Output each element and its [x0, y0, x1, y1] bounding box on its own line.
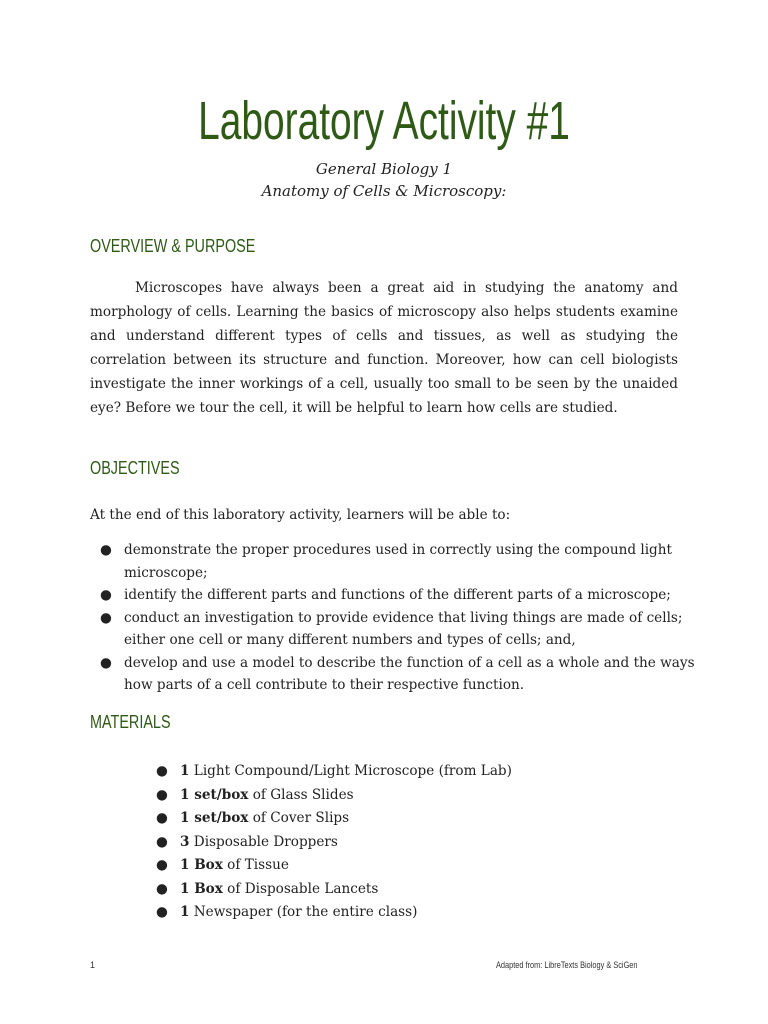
bullet-icon: ● [156, 857, 168, 873]
objectives-heading: OBJECTIVES [90, 458, 180, 478]
bullet-icon: ● [100, 609, 112, 626]
objective-text: demonstrate the proper procedures used in correctly using the compound light microscope; [124, 542, 672, 581]
material-quantity: 3 [180, 833, 190, 850]
list-item [156, 760, 512, 784]
bullet-icon: ● [100, 542, 112, 558]
bullet-icon: ● [100, 587, 112, 603]
bullet-icon: ● [156, 833, 168, 850]
document-title: Laboratory Activity #1 [198, 91, 570, 151]
overview-paragraph: Microscopes have always been a great aid in studying the anatomy and morphology of cells. Learning the basics of microscopy also helps students examine and understand different types of cells and tissues, as well as studying the correlation between its structure and function. Moreover, how can cell biologists investigate the inner workings of a cell, usually too small to be seen by the unaided eye? Before we tour the cell, it will be helpful to learn how cells are studied. [90, 280, 678, 416]
material-quantity: 1 [180, 904, 190, 920]
subtitle-topic: Anatomy of Cells & Microscopy: [261, 182, 507, 200]
objectives-list [90, 539, 700, 697]
material-text: of Disposable Lancets [222, 880, 379, 897]
objectives-intro: At the end of this laboratory activity, learners will be able to: [90, 507, 511, 523]
list-item [90, 607, 700, 652]
materials-heading: MATERIALS [90, 712, 171, 732]
objective-text: identify the different parts and functions of the different parts of a microscope; [124, 587, 671, 603]
list-item [156, 901, 512, 925]
material-text: of Cover Slips [248, 810, 350, 826]
list-item [90, 584, 700, 607]
material-text: Newspaper (for the entire class) [189, 904, 418, 920]
objective-text: conduct an investigation to provide evidence that living things are made of cells; either one cell or many different numbers and types of cells; and, [124, 609, 683, 648]
bullet-icon: ● [156, 810, 168, 826]
material-quantity: 1 [180, 763, 190, 779]
subtitle-course: General Biology 1 [315, 160, 453, 178]
materials-list [156, 760, 512, 925]
page-number: 1 [90, 960, 96, 970]
material-quantity: 1 Box [180, 857, 223, 873]
list-item [90, 652, 700, 697]
material-text: of Tissue [222, 857, 289, 873]
list-item [156, 807, 512, 831]
material-quantity: 1 Box [180, 880, 223, 897]
material-text: Disposable Droppers [189, 833, 338, 850]
list-item [90, 539, 700, 584]
bullet-icon: ● [156, 880, 168, 897]
material-text: Light Compound/Light Microscope (from Lab) [189, 763, 512, 779]
material-quantity: 1 set/box [180, 810, 249, 826]
bullet-icon: ● [156, 904, 168, 920]
list-item [156, 784, 512, 808]
overview-heading: OVERVIEW & PURPOSE [90, 236, 256, 256]
list-item [156, 831, 512, 855]
list-item [156, 878, 512, 902]
material-text: of Glass Slides [248, 786, 354, 803]
bullet-icon: ● [156, 786, 168, 803]
list-item [156, 854, 512, 878]
footer-credit: Adapted from: LibreTexts Biology & SciGen [496, 960, 638, 970]
objective-text: develop and use a model to describe the function of a cell as a whole and the ways how parts of a cell contribute to their respective function. [124, 654, 695, 693]
bullet-icon: ● [156, 763, 168, 779]
bullet-icon: ● [100, 654, 112, 671]
material-quantity: 1 set/box [180, 786, 249, 803]
